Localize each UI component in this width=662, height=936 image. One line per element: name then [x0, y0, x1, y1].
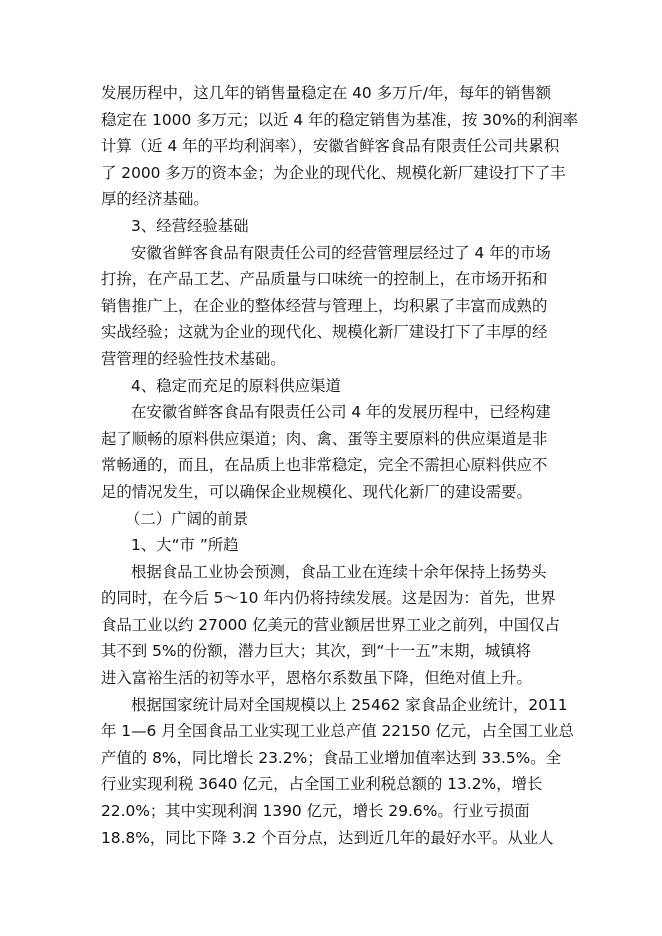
text-line: 年 1—6 月全国食品工业实现工业总产值 22150 亿元，占全国工业总 — [101, 722, 574, 741]
subsection-heading: （二）广阔的前景 — [125, 509, 249, 528]
paragraph-first-line: 安徽省鲜客食品有限责任公司的经营管理层经过了 4 年的市场 — [131, 243, 551, 262]
text-line: 发展历程中，这几年的销售量稳定在 40 多万斤/年，每年的销售额 — [101, 84, 552, 102]
text-line: 产值的 8%，同比增长 23.2%；食品工业增加值率达到 33.5%。全 — [101, 748, 562, 767]
text-line: 行业实现利税 3640 亿元，占全国工业利税总额的 13.2%，增长 — [101, 775, 543, 794]
text-line: 22.0%；其中实现利润 1390 亿元，增长 29.6%。行业亏损面 — [101, 802, 530, 821]
paragraph-first-line: 在安徽省鲜客食品有限责任公司 4 年的发展历程中，已经构建 — [131, 403, 551, 422]
paragraph-first-line: 根据国家统计局对全国规模以上 25462 家食品企业统计，2011 — [131, 695, 568, 714]
text-line: 的同时，在今后 5～10 年内仍将持续发展。这是因为：首先，世界 — [101, 589, 556, 608]
text-line: 厚的经济基础。 — [101, 190, 209, 209]
text-line: 常畅通的，而且，在品质上也非常稳定，完全不需担心原料供应不 — [101, 456, 548, 475]
text-line: 打拚，在产品工艺、产品质量与口味统一的控制上，在市场开拓和 — [101, 270, 548, 289]
text-line: 足的情况发生，可以确保企业规模化、现代化新厂的建设需要。 — [101, 482, 532, 501]
section-heading: 3、经营经验基础 — [131, 216, 249, 235]
text-line: 起了顺畅的原料供应渠道；肉、禽、蛋等主要原料的供应渠道是非 — [101, 429, 548, 448]
text-line: 营管理的经验性技术基础。 — [101, 349, 286, 368]
text-line: 销售推广上，在企业的整体经营与管理上，均积累了丰富而成熟的 — [101, 296, 548, 315]
text-line: 食品工业以约 27000 亿美元的营业额居世界工业之前列，中国仅占 — [101, 615, 560, 634]
document-body — [101, 80, 579, 851]
section-heading: 4、稳定而充足的原料供应渠道 — [131, 376, 341, 395]
text-line: 进入富裕生活的初等水平，恩格尔系数虽下降，但绝对值上升。 — [101, 669, 532, 688]
section-heading: 1、大“市 ”所趋 — [131, 536, 239, 555]
text-line: 18.8%，同比下降 3.2 个百分点，达到近几年的最好水平。从业人 — [101, 828, 554, 847]
text-line: 了 2000 多万的资本金；为企业的现代化、规模化新厂建设打下了丰 — [101, 163, 566, 182]
paragraph-first-line: 根据食品工业协会预测，食品工业在连续十余年保持上扬势头 — [131, 562, 547, 581]
text-line: 实战经验；这就为企业的现代化、规模化新厂建设打下了丰厚的经 — [101, 323, 548, 342]
text-line: 稳定在 1000 多万元；以近 4 年的稳定销售为基准，按 30%的利润率 — [101, 110, 579, 129]
text-line: 其不到 5%的份额，潜力巨大；其次，到“十一五”末期，城镇将 — [101, 642, 532, 661]
text-line: 计算（近 4 年的平均利润率），安徽省鲜客食品有限责任公司共累积 — [101, 137, 560, 156]
